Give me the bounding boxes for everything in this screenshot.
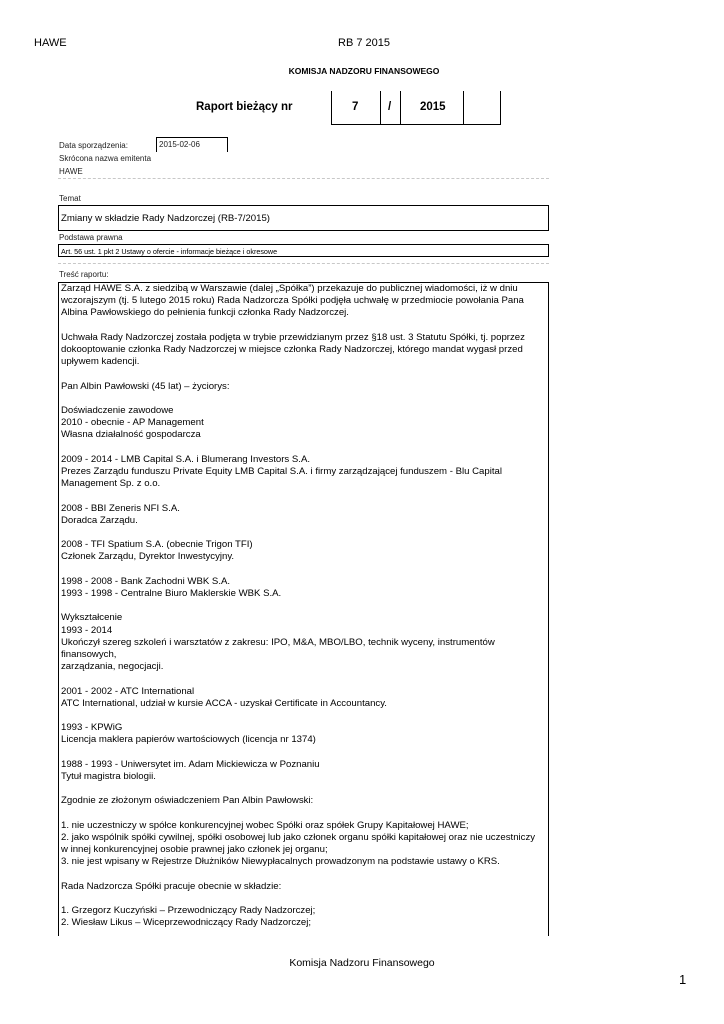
content-line: 3. nie jest wpisany w Rejestrze Dłużników Niewypłacalnych prowadzonym na podstawie ustawy o KRS. (61, 856, 500, 868)
topic-label: Temat (59, 194, 81, 203)
content-line: ATC International, udział w kursie ACCA - uzyskał Certificate in Accountancy. (61, 697, 387, 709)
paragraph-gap (59, 442, 548, 454)
content-line: 1993 - 2014 (61, 624, 113, 636)
page-number: 1 (679, 972, 687, 987)
content-line: Członek Zarządu, Dyrektor Inwestycyjny. (61, 551, 235, 563)
paragraph-gap (59, 747, 548, 759)
date-label: Data sporządzenia: (59, 141, 128, 150)
report-divider (331, 91, 332, 125)
topic-value: Zmiany w składzie Rady Nadzorczej (RB-7/2015) (58, 205, 549, 231)
content-line: upływem kadencji. (61, 356, 140, 368)
content-line: Albina Pawłowskiego do pełnienia funkcji członka Rady Nadzorczej. (61, 307, 349, 319)
paragraph-gap (59, 869, 548, 881)
org-title: KOMISJA NADZORU FINANSOWEGO (288, 66, 440, 76)
content-line: Doświadczenie zawodowe (61, 404, 174, 416)
content-line: 1988 - 1993 - Uniwersytet im. Adam Mickiewicza w Poznaniu (61, 758, 320, 770)
content-line: wczorajszym (tj. 5 lutego 2015 roku) Rada Nadzorcza Spółki podjęła uchwałę w przedmiocie powołania Pana (61, 295, 524, 307)
content-line: Prezes Zarządu funduszu Private Equity LMB Capital S.A. i firmy zarządzającej funduszem - Blu Capital (61, 465, 502, 477)
content-line: Pan Albin Pawłowski (45 lat) – życiorys: (61, 380, 230, 392)
paragraph-gap (59, 368, 548, 380)
paragraph-gap (59, 673, 548, 685)
report-label: Raport bieżący nr (196, 101, 293, 113)
report-year: 2015 (420, 101, 446, 113)
paragraph-gap (59, 783, 548, 795)
legal-basis-value: Art. 56 ust. 1 pkt 2 Ustawy o ofercie - informacje bieżące i okresowe (58, 244, 549, 257)
header-report-id: RB 7 2015 (338, 37, 390, 49)
content-line: 1998 - 2008 - Bank Zachodni WBK S.A. (61, 575, 231, 587)
content-line: 1. Grzegorz Kuczyński – Przewodniczący Rady Nadzorczej; (61, 905, 316, 917)
paragraph-gap (59, 600, 548, 612)
content-line: Własna działalność gospodarcza (61, 429, 201, 441)
paragraph-gap (59, 320, 548, 332)
issuer-value: HAWE (59, 167, 83, 176)
content-line: Zarząd HAWE S.A. z siedzibą w Warszawie (dalej „Spółka”) przekazuje do publicznej wiadomości, iż w dniu (61, 283, 518, 294)
paragraph-gap (59, 393, 548, 405)
content-line: Management Sp. z o.o. (61, 478, 161, 490)
content-line: Wykształcenie (61, 612, 123, 624)
content-line: Zgodnie ze złożonym oświadczeniem Pan Albin Pawłowski: (61, 795, 314, 807)
content-line: 2010 - obecnie - AP Management (61, 417, 204, 429)
content-line: 2008 - BBI Zeneris NFI S.A. (61, 502, 180, 514)
content-line: Uchwała Rady Nadzorczej została podjęta w trybie przewidzianym przez §18 ust. 3 Statutu Spółki, tj. poprzez (61, 331, 525, 343)
content-line: 1993 - 1998 - Centralne Biuro Maklerskie WBK S.A. (61, 587, 282, 599)
content-line: zarządzania, negocjacji. (61, 661, 164, 673)
content-line: Ukończył szereg szkoleń i warsztatów z zakresu: IPO, M&A, MBO/LBO, technik wyceny, instrumentów finansowych, (61, 636, 498, 660)
paragraph-gap (59, 893, 548, 905)
paragraph-gap (59, 490, 548, 502)
content-line: Licencja maklera papierów wartościowych (licencja nr 1374) (61, 734, 316, 746)
separator (58, 178, 549, 179)
paragraph-gap (59, 808, 548, 820)
report-slash: / (388, 101, 392, 113)
report-divider (500, 91, 501, 125)
content-line: dokooptowanie członka Rady Nadzorczej w miejsce członka Rady Nadzorczej, którego mandat wygasł przed (61, 344, 523, 355)
footer-org: Komisja Nadzoru Finansowego (289, 957, 435, 969)
paragraph-gap (59, 710, 548, 722)
paragraph-gap (59, 527, 548, 539)
content-line: Rada Nadzorcza Spółki pracuje obecnie w składzie: (61, 880, 282, 892)
header-issuer: HAWE (34, 37, 67, 49)
content-line: 2001 - 2002 - ATC International (61, 685, 195, 697)
content-line: 1. nie uczestniczy w spółce konkurencyjnej wobec Spółki oraz spółek Grupy Kapitałowej HAWE; (61, 819, 469, 831)
content-label: Treść raportu: (59, 270, 109, 279)
date-value: 2015-02-06 (156, 137, 228, 152)
content-line: 2. jako wspólnik spółki cywilnej, spółki osobowej lub jako członek organu spółki kapitałowej oraz nie uczestniczy (61, 831, 536, 843)
report-number: 7 (352, 101, 359, 113)
report-box-bottom (331, 124, 501, 125)
content-line: 1993 - KPWiG (61, 722, 123, 734)
content-line: 2008 - TFI Spatium S.A. (obecnie Trigon TFI) (61, 539, 253, 551)
separator (58, 263, 549, 264)
content-line: Doradca Zarządu. (61, 514, 138, 526)
legal-basis-label: Podstawa prawna (59, 233, 123, 242)
report-divider (400, 91, 401, 125)
content-line: w innej konkurencyjnej osobie prawnej jako członek jej organu; (61, 844, 328, 856)
issuer-label: Skrócona nazwa emitenta (59, 154, 152, 163)
report-content (58, 282, 549, 936)
report-divider (380, 91, 381, 125)
paragraph-gap (59, 564, 548, 576)
content-line: Tytuł magistra biologii. (61, 770, 156, 782)
content-line: 2009 - 2014 - LMB Capital S.A. i Blumerang Investors S.A. (61, 453, 311, 465)
report-divider (463, 91, 464, 125)
content-line: 2. Wiesław Likus – Wiceprzewodniczący Rady Nadzorczej; (61, 917, 312, 929)
